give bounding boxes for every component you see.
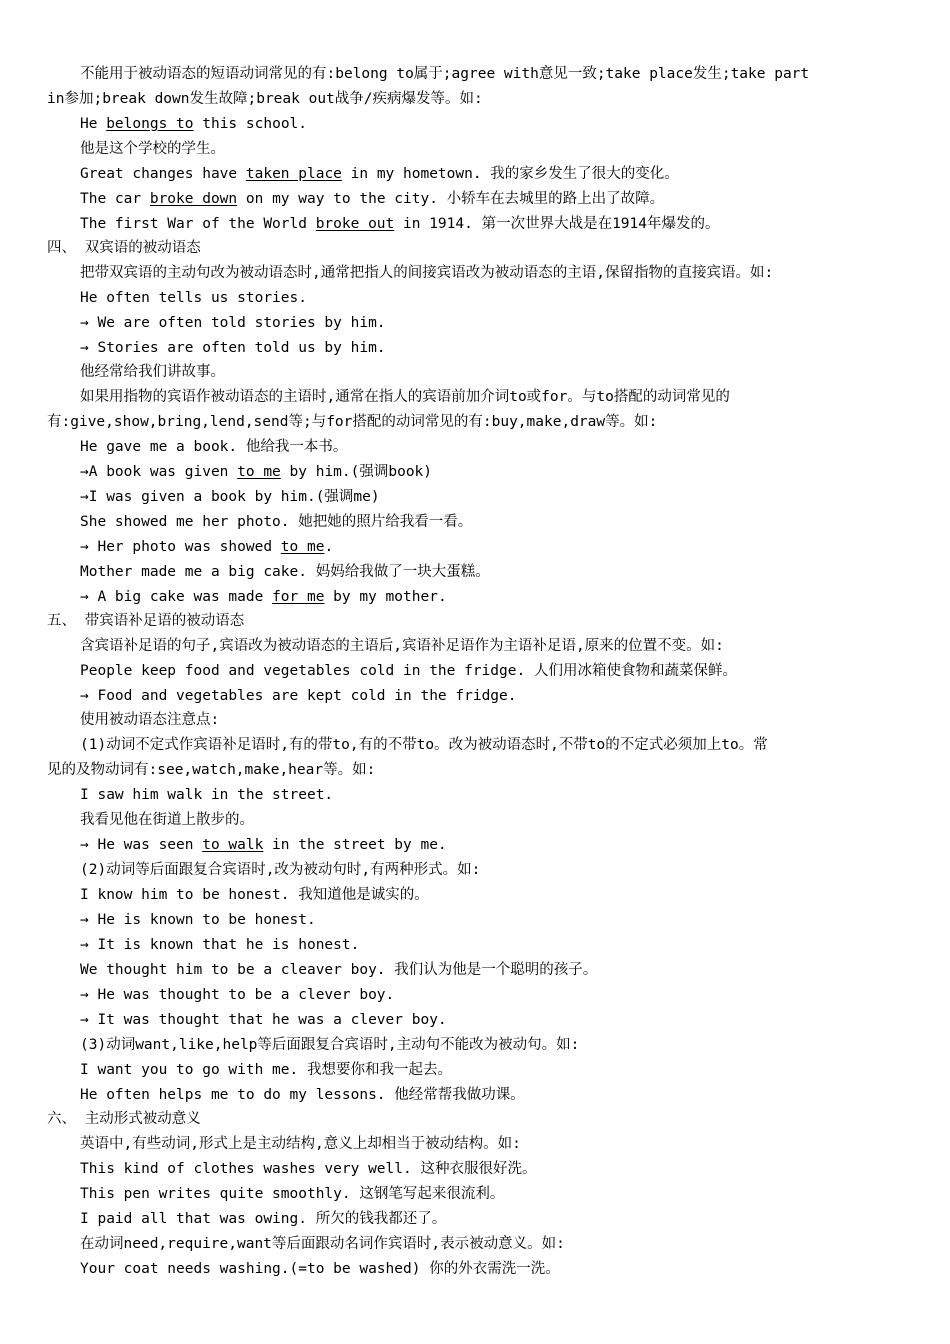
text-line (80, 1234, 565, 1254)
text-segment: → He was seen (80, 837, 203, 853)
text-line (80, 735, 768, 755)
text-segment: Mother made me a big cake. 妈妈给我做了一块大蛋糕。 (80, 564, 490, 580)
example-sentence (80, 910, 316, 930)
example-sentence (80, 686, 517, 706)
text-segment: He often helps me to do my lessons. 他经常帮我做功课。 (80, 1087, 525, 1103)
text-line (80, 263, 773, 283)
text-segment: (3)动词want,like,help等后面跟复合宾语时,主动句不能改为被动句。如: (80, 1037, 580, 1053)
text-segment: I want you to go with me. 我想要你和我一起去。 (80, 1062, 452, 1078)
example-sentence (80, 338, 386, 358)
text-segment: Your coat needs washing.(=to be washed) 你的外衣需洗一洗。 (80, 1261, 560, 1277)
text-line (80, 387, 730, 407)
underlined-phrase: broke out (315, 216, 395, 232)
underlined-phrase: for me (272, 589, 325, 605)
text-segment: (2)动词等后面跟复合宾语时,改为被动句时,有两种形式。如: (80, 862, 481, 878)
example-sentence (80, 1010, 447, 1030)
translation-line (80, 810, 254, 830)
text-segment: 见的及物动词有:see,watch,make,hear等。如: (47, 762, 376, 778)
section-heading (47, 611, 244, 631)
text-segment: → We are often told stories by him. (80, 315, 386, 331)
underlined-phrase: belongs to (106, 116, 194, 132)
example-sentence (80, 960, 597, 980)
text-segment: 他经常给我们讲故事。 (80, 364, 225, 380)
text-segment: He gave me a book. 他给我一本书。 (80, 439, 348, 455)
example-sentence (80, 1159, 536, 1179)
text-segment: 六、 主动形式被动意义 (47, 1111, 201, 1127)
example-sentence (80, 885, 429, 905)
text-segment: This pen writes quite smoothly. 这钢笔写起来很流利。 (80, 1186, 505, 1202)
example-sentence (80, 487, 380, 507)
example-sentence (80, 1184, 504, 1204)
text-segment: 五、 带宾语补足语的被动语态 (47, 613, 245, 629)
section-heading (47, 238, 201, 258)
underlined-phrase: taken place (245, 166, 342, 182)
underlined-phrase: to me (237, 464, 281, 480)
text-segment: by my mother. (324, 589, 447, 605)
text-segment: 有:give,show,bring,lend,send等;与for搭配的动词常见的有:buy,make,draw等。如: (47, 414, 658, 430)
example-sentence (80, 985, 394, 1005)
text-segment: on my way to the city. 小轿车在去城里的路上出了故障。 (237, 191, 665, 207)
text-segment: by him.(强调book) (280, 464, 433, 480)
text-segment: 他是这个学校的学生。 (80, 141, 225, 157)
section-heading (47, 1109, 201, 1129)
text-segment: (1)动词不定式作宾语补足语时,有的带to,有的不带to。改为被动语态时,不带to的不定式必须加上to。常 (80, 737, 768, 753)
text-segment: We thought him to be a cleaver boy. 我们认为他是一个聪明的孩子。 (80, 962, 598, 978)
example-sentence (80, 313, 386, 333)
text-segment: → It was thought that he was a clever boy. (80, 1012, 447, 1028)
text-segment: → A big cake was made (80, 589, 273, 605)
text-line (47, 760, 375, 780)
text-line (80, 710, 219, 730)
text-segment: in my hometown. 我的家乡发生了很大的变化。 (341, 166, 679, 182)
text-segment: She showed me her photo. 她把她的照片给我看一看。 (80, 514, 473, 530)
text-segment: in 1914. 第一次世界大战是在1914年爆发的。 (394, 216, 720, 232)
text-segment: I saw him walk in the street. (80, 787, 334, 803)
text-line (47, 89, 483, 109)
text-segment: Great changes have (80, 166, 246, 182)
text-segment: in the street by me. (263, 837, 447, 853)
example-sentence (80, 1085, 525, 1105)
text-segment: 我看见他在街道上散步的。 (80, 812, 254, 828)
example-sentence (80, 562, 490, 582)
text-segment: The first War of the World (80, 216, 316, 232)
text-line (80, 64, 809, 84)
example-sentence (80, 512, 472, 532)
text-line (80, 1134, 521, 1154)
example-sentence (80, 835, 447, 855)
example-sentence (80, 462, 432, 482)
example-sentence (80, 1259, 560, 1279)
underlined-phrase: to walk (202, 837, 264, 853)
text-segment: He often tells us stories. (80, 290, 307, 306)
example-sentence (80, 214, 720, 234)
text-line (80, 1035, 579, 1055)
text-line (80, 860, 480, 880)
underlined-phrase: to me (280, 539, 325, 555)
text-segment: →I was given a book by him.(强调me) (80, 489, 380, 505)
example-sentence (80, 935, 359, 955)
text-segment: 不能用于被动语态的短语动词常见的有:belong to属于;agree with意见一致;take place发生;take part (80, 66, 810, 82)
text-segment: 四、 双宾语的被动语态 (47, 240, 201, 256)
text-segment: 使用被动语态注意点: (80, 712, 220, 728)
text-segment: this school. (193, 116, 308, 132)
example-sentence (80, 1209, 446, 1229)
example-sentence (80, 537, 333, 557)
translation-line (80, 139, 225, 159)
example-sentence (80, 587, 447, 607)
text-line (80, 636, 724, 656)
text-segment: → Her photo was showed (80, 539, 281, 555)
text-segment: → Stories are often told us by him. (80, 340, 386, 356)
example-sentence (80, 661, 737, 681)
example-sentence (80, 437, 347, 457)
text-segment: → He was thought to be a clever boy. (80, 987, 395, 1003)
text-segment: 英语中,有些动词,形式上是主动结构,意义上却相当于被动结构。如: (80, 1136, 521, 1152)
text-segment: → He is known to be honest. (80, 912, 316, 928)
text-segment: 在动词need,require,want等后面跟动名词作宾语时,表示被动意义。如: (80, 1236, 565, 1252)
example-sentence (80, 1060, 452, 1080)
example-sentence (80, 164, 679, 184)
text-segment: →A book was given (80, 464, 238, 480)
text-segment: The car (80, 191, 150, 207)
text-segment: He (80, 116, 107, 132)
text-segment: I know him to be honest. 我知道他是诚实的。 (80, 887, 429, 903)
text-segment: 把带双宾语的主动句改为被动语态时,通常把指人的间接宾语改为被动语态的主语,保留指物的直接宾语。如: (80, 265, 774, 281)
text-segment: This kind of clothes washes very well. 这种衣服很好洗。 (80, 1161, 537, 1177)
text-segment: → Food and vegetables are kept cold in the fridge. (80, 688, 517, 704)
text-segment: . (324, 539, 334, 555)
translation-line (80, 362, 225, 382)
text-segment: I paid all that was owing. 所欠的钱我都还了。 (80, 1211, 447, 1227)
text-segment: 含宾语补足语的句子,宾语改为被动语态的主语后,宾语补足语作为主语补足语,原来的位置不变。如: (80, 638, 724, 654)
example-sentence (80, 785, 333, 805)
text-segment: 如果用指物的宾语作被动语态的主语时,通常在指人的宾语前加介词to或for。与to搭配的动词常见的 (80, 389, 730, 405)
text-line (47, 412, 657, 432)
text-segment: in参加;break down发生故障;break out战争/疾病爆发等。如: (47, 91, 483, 107)
example-sentence (80, 114, 307, 134)
text-segment: People keep food and vegetables cold in the fridge. 人们用冰箱使食物和蔬菜保鲜。 (80, 663, 737, 679)
example-sentence (80, 288, 307, 308)
underlined-phrase: broke down (149, 191, 238, 207)
text-segment: → It is known that he is honest. (80, 937, 360, 953)
example-sentence (80, 189, 664, 209)
